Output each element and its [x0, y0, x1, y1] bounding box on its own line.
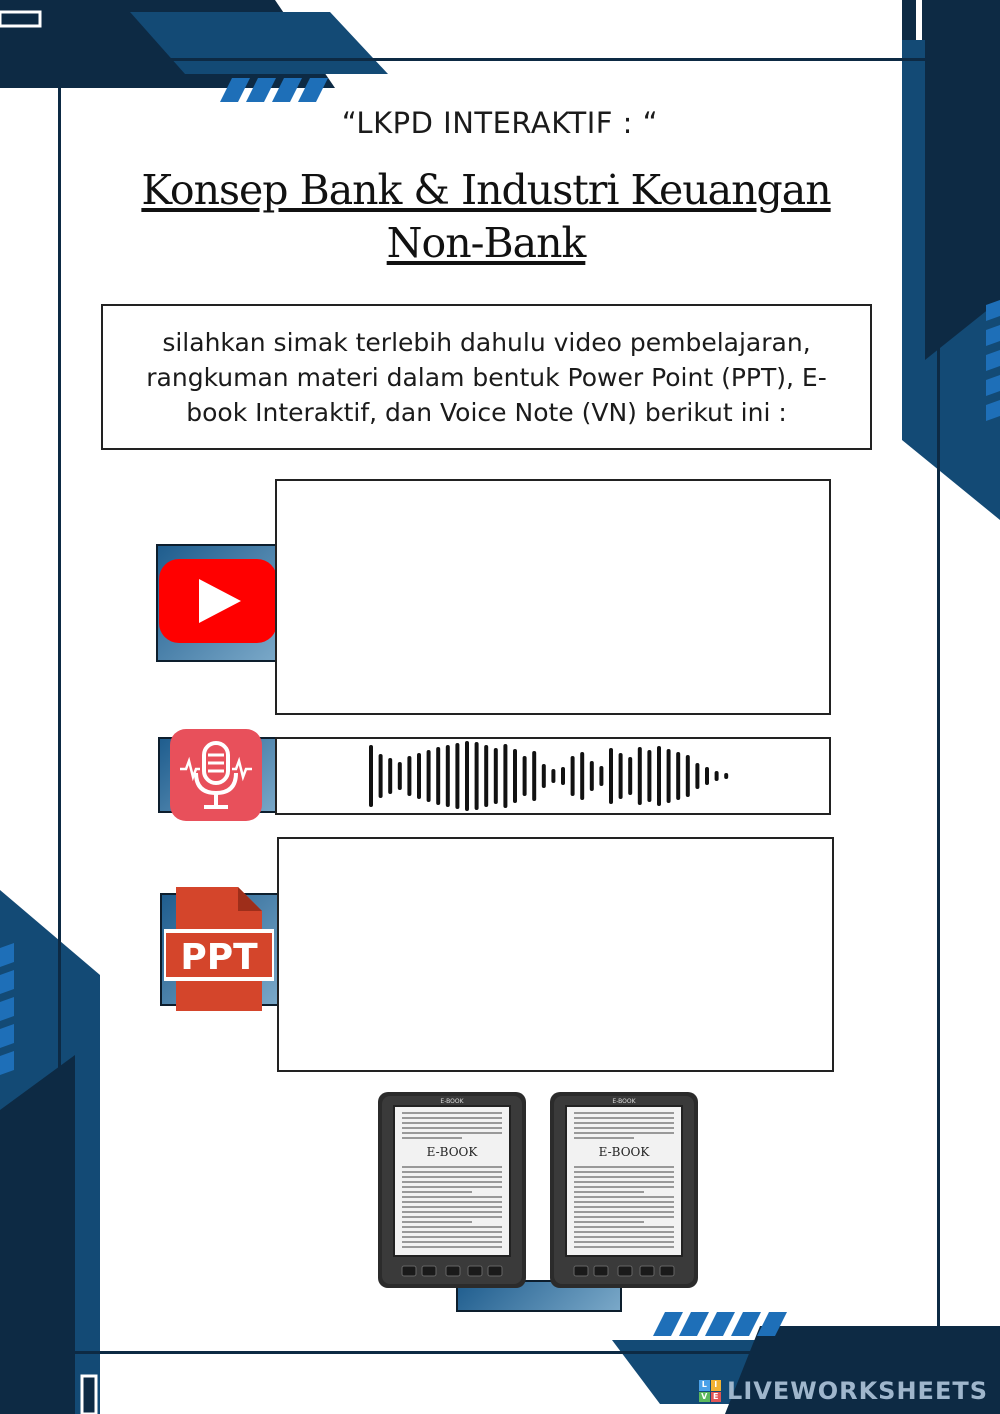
waveform-bar: [388, 758, 392, 794]
waveform-bar: [705, 767, 709, 785]
ebook-section[interactable]: [372, 1090, 706, 1290]
ereader-icon[interactable]: [550, 1092, 698, 1288]
watermark-text: LIVEWORKSHEETS: [727, 1377, 988, 1405]
waveform-bar: [398, 762, 402, 790]
instructions-box: [101, 304, 872, 450]
waveform-bar: [609, 748, 613, 804]
waveform-bar: [484, 745, 488, 807]
waveform-bar: [513, 749, 517, 803]
page-subtitle: “LKPD INTERAKTIF : “: [341, 106, 659, 140]
youtube-play-icon[interactable]: [159, 559, 277, 643]
waveform-bar: [571, 756, 575, 796]
waveform-bar: [465, 741, 469, 811]
waveform-bar: [503, 744, 507, 808]
waveform-bar: [561, 767, 565, 785]
waveform-bar: [715, 771, 719, 781]
waveform-bar: [551, 769, 555, 783]
liveworksheets-watermark: [699, 1378, 988, 1404]
waveform-bar: [436, 747, 440, 805]
ereader-brand-label: E-BOOK: [612, 1098, 636, 1105]
waveform-bar: [695, 763, 699, 789]
liveworksheets-logo: L I V E: [699, 1380, 721, 1402]
ppt-file-icon[interactable]: [164, 887, 274, 1011]
waveform-bar: [455, 743, 459, 809]
waveform-bar: [647, 750, 651, 802]
waveform-bar: [590, 761, 594, 791]
waveform-bar: [638, 747, 642, 805]
waveform-bar: [475, 742, 479, 810]
waveform-bar: [676, 752, 680, 800]
waveform-bar: [532, 751, 536, 801]
waveform-bar: [379, 754, 383, 798]
microphone-icon[interactable]: [170, 729, 262, 821]
instructions-text: silahkan simak terlebih dahulu video pembelajaran, rangkuman materi dalam bentuk Power Point (PPT), E-book Interaktif, dan Voice Note (VN) berikut ini :: [146, 327, 827, 427]
waveform-bar: [417, 753, 421, 799]
ereader-brand-label: E-BOOK: [440, 1098, 464, 1105]
waveform-bar: [494, 748, 498, 804]
page-title: Konsep Bank & Industri Keuangan Non-Bank: [141, 166, 831, 267]
waveform-bar: [724, 773, 728, 779]
waveform-bar: [369, 745, 373, 807]
video-embed-panel[interactable]: [275, 479, 831, 715]
waveform-bar: [580, 752, 584, 800]
ereader-icon[interactable]: [378, 1092, 526, 1288]
waveform-bar: [523, 756, 527, 796]
ppt-embed-panel[interactable]: [277, 837, 834, 1072]
ereader-screen-title: E-BOOK: [426, 1145, 478, 1159]
waveform-bar: [427, 750, 431, 802]
waveform-bar: [619, 753, 623, 799]
waveform-bar: [657, 746, 661, 806]
waveform-bar: [667, 749, 671, 803]
waveform-bar: [407, 756, 411, 796]
waveform-bar: [599, 766, 603, 786]
audio-waveform: [277, 739, 829, 813]
voice-note-panel[interactable]: [275, 737, 831, 815]
waveform-bar: [446, 745, 450, 807]
ppt-label: PPT: [180, 937, 258, 978]
waveform-bar: [686, 755, 690, 797]
waveform-bar: [542, 764, 546, 788]
waveform-bar: [628, 757, 632, 795]
ereader-screen-title: E-BOOK: [598, 1145, 650, 1159]
